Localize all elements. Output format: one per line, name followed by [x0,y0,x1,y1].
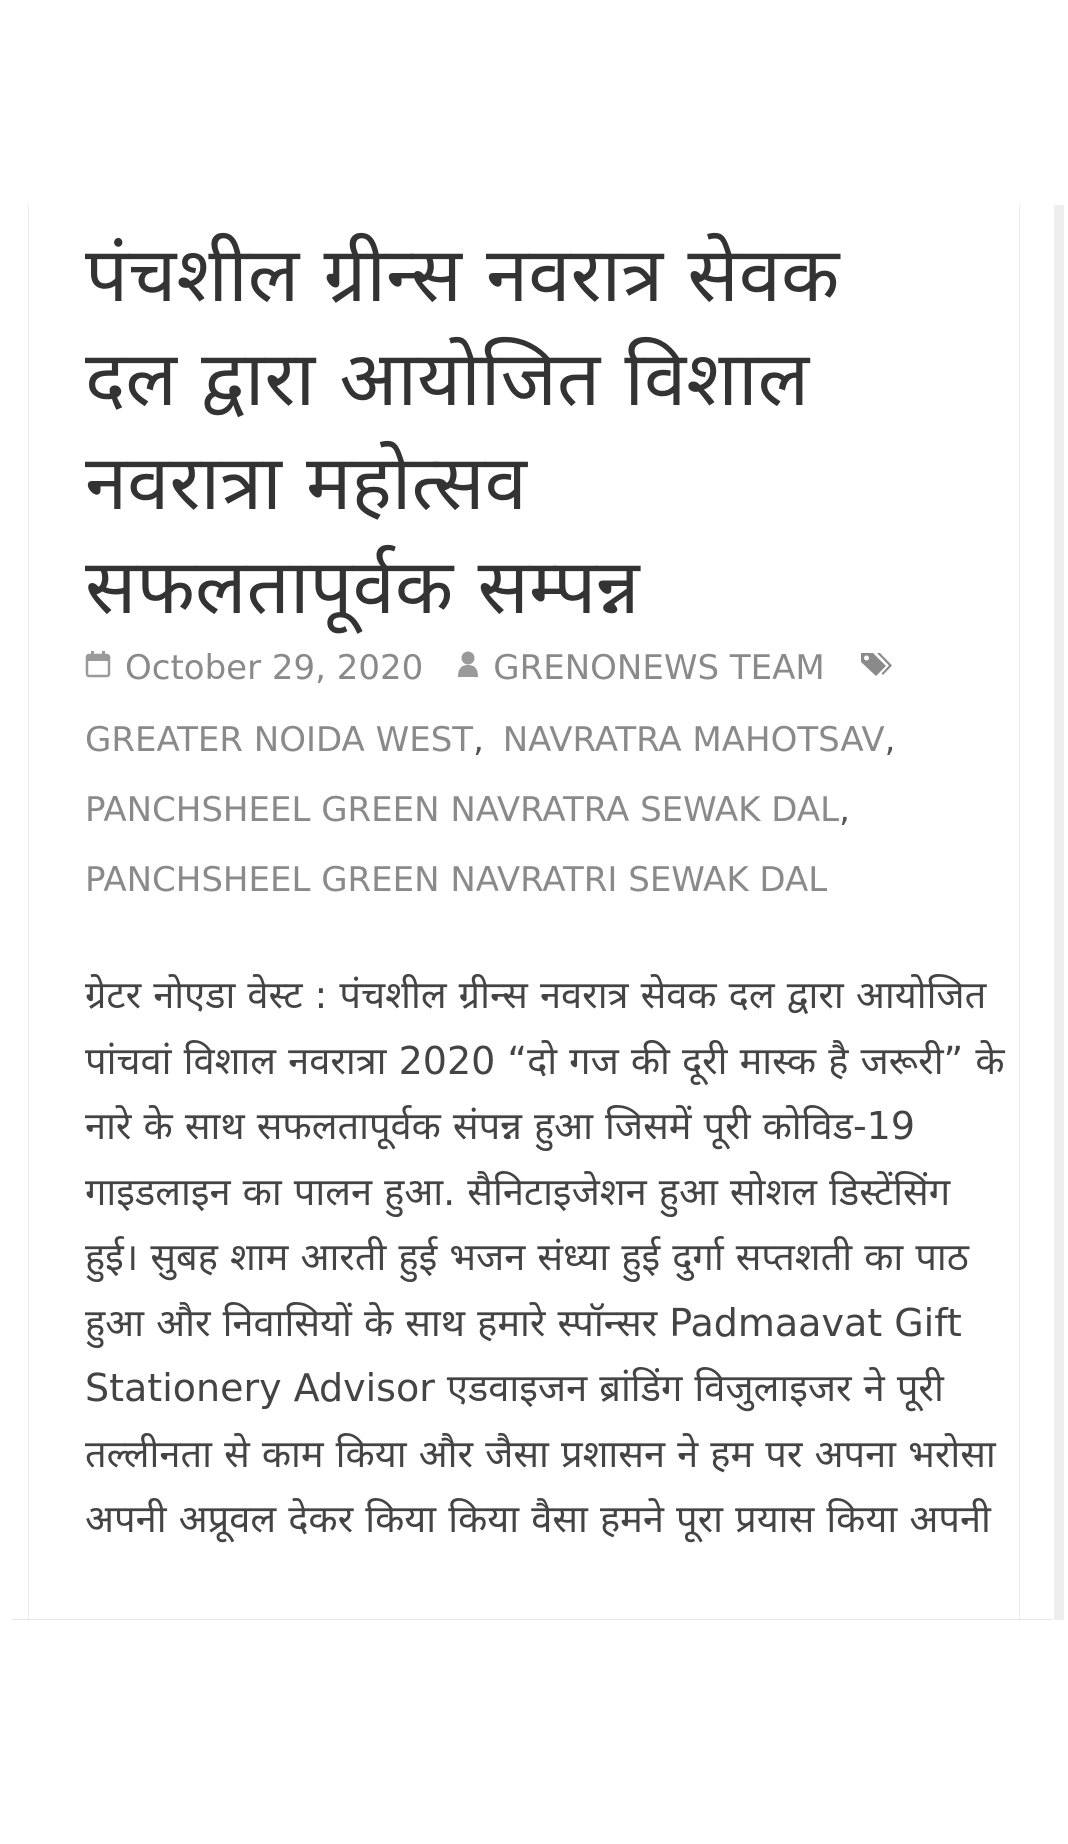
post-date-link[interactable]: October 29, 2020 [125,648,424,688]
tag-link-navratra-mahotsav[interactable]: NAVRATRA MAHOTSAV [502,719,885,760]
author-link[interactable]: GRENONEWS TEAM [493,648,825,688]
page-frame [12,205,1064,1620]
right-rail [1054,205,1064,1620]
user-icon [457,632,479,702]
meta-row-1 [85,633,985,705]
meta-row-4 [85,845,985,915]
article-meta [85,633,985,915]
tag-separator: , [839,789,850,830]
tag-link-panchsheel-green-navratra-sewak-dal[interactable]: PANCHSHEEL GREEN NAVRATRA SEWAK DAL [85,789,840,830]
calendar-icon [85,632,111,702]
tag-separator: , [473,719,484,760]
tag-separator: , [884,719,896,760]
tag-link-greater-noida-west[interactable]: GREATER NOIDA WEST [85,719,474,760]
article-title: पंचशील ग्रीन्स नवरात्र सेवक दल द्वारा आयोजित विशाल नवरात्रा महोत्सव सफलतापूर्वक सम्पन्न [85,230,840,631]
meta-row-3 [85,775,985,845]
article-body: ग्रेटर नोएडा वेस्ट : पंचशील ग्रीन्स नवरात्र सेवक दल द्वारा आयोजित पांचवां विशाल नवरात्रा 2020 “दो गज की दूरी मास्क है जरूरी” के नारे के साथ सफलतापूर्वक संपन्न हुआ जिसमें पूरी कोविड-19 गाइडलाइन का पालन हुआ. सैनिटाइजेशन हुआ सोशल डिस्टेंसिंग हुई। सुबह शाम आरती हुई भजन संध्या हुई दुर्गा सप्तशती का पाठ हुआ और निवासियों के साथ हमारे स्पॉन्सर Padmaavat Gift Stationery Advisor एडवाइजन ब्रांडिंग विजुलाइजर ने पूरी तल्लीनता से काम किया और जैसा प्रशासन ने हम पर अपना भरोसा अपनी अप्रूवल देकर किया किया वैसा हमने पूरा प्रयास किया अपनी [85,973,1005,1541]
tags-icon [859,632,893,702]
article-card [28,205,1020,1620]
bottom-divider [12,1619,1052,1620]
meta-row-2 [85,705,985,775]
tag-link-panchsheel-green-navratri-sewak-dal[interactable]: PANCHSHEEL GREEN NAVRATRI SEWAK DAL [85,859,828,900]
